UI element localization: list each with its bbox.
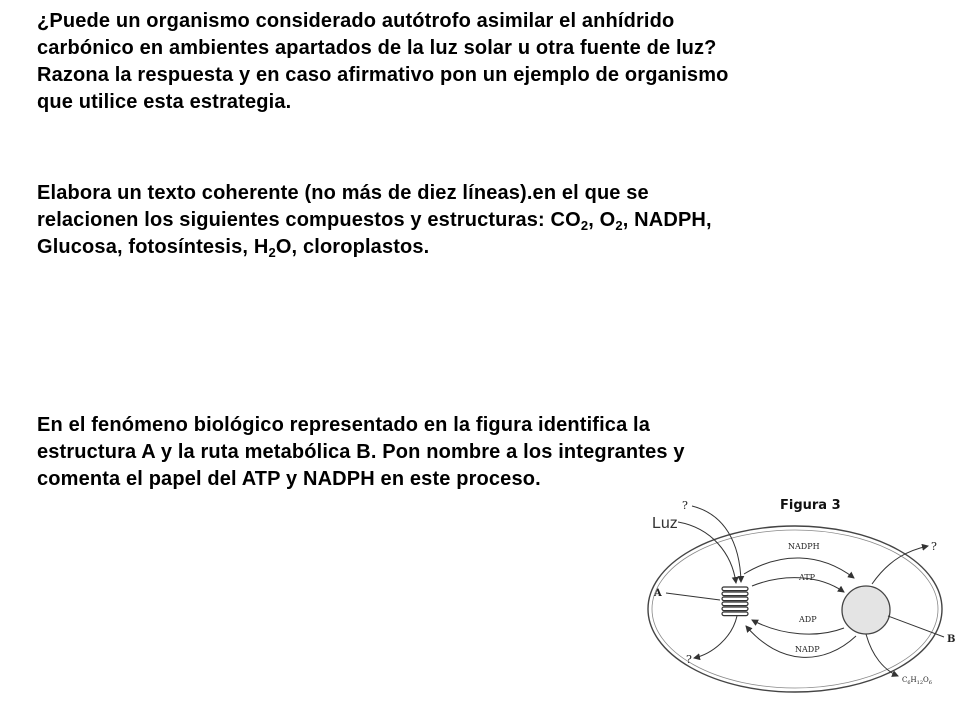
question-1-line: carbónico en ambientes apartados de la luz solar u otra fuente de luz? — [37, 37, 717, 59]
question-2-line: Glucosa, fotosíntesis, — [37, 236, 254, 258]
figure-3 — [640, 488, 960, 720]
nadp-label: NADP — [795, 645, 820, 654]
label-a-leader — [666, 593, 720, 600]
question-1-line: que utilice esta estrategia. — [37, 91, 292, 113]
question-1-line: Razona la respuesta y en caso afirmativo pon un ejemplo de organismo — [37, 64, 729, 86]
adp-arrow — [752, 620, 844, 634]
question-2-line: Elabora un texto coherente (no más de diez líneas).en el que se — [37, 182, 649, 204]
question-1 — [37, 8, 897, 116]
glucose-arrow — [866, 634, 898, 676]
question-mark-top-right: ? — [931, 540, 937, 553]
question-2: Elabora un texto coherente (no más de diez líneas).en el que se relacionen los siguientes compuestos y estructuras: $CO_2$, $O_2$, NADPH, Glucosa, fotosíntesis, $H_2O$, cloroplastos. — [37, 182, 712, 260]
light-label: Luz — [652, 515, 678, 532]
atp-arrow — [752, 578, 844, 592]
glucose-formula: $C_6H_{12}O_6$ — [902, 676, 932, 686]
chloroplast-diagram — [640, 488, 960, 720]
atp-label: ATP — [799, 573, 816, 582]
question-3-line: comenta el papel del ATP y NADPH en este proceso. — [37, 468, 541, 490]
label-b: B — [947, 634, 956, 645]
question-3-line: En el fenómeno biológico representado en la figura identifica la — [37, 414, 651, 436]
question-2-line: relacionen los siguientes compuestos y estructuras: — [37, 209, 551, 231]
label-a: A — [654, 588, 662, 599]
question-1-line: ¿Puede un organismo considerado autótrofo asimilar el anhídrido — [37, 10, 675, 32]
nadph-label: NADPH — [788, 542, 820, 551]
question-mark-bottom-left: ? — [686, 653, 692, 666]
formula-h2o: $H_2O$ — [253, 236, 292, 260]
chloroplast-inner-membrane — [652, 530, 938, 688]
thylakoid-stack — [722, 587, 748, 616]
adp-label: ADP — [799, 615, 817, 624]
label-b-leader — [888, 616, 944, 637]
formula-o2: $O_2$ — [599, 209, 623, 233]
question-mark-top-left: ? — [682, 499, 688, 512]
question-3 — [37, 412, 897, 493]
formula-co2: $CO_2$ — [550, 209, 589, 233]
figure-title: Figura 3 — [780, 498, 841, 513]
stroma-circle — [842, 586, 890, 634]
output-arrow-bottom-left — [694, 616, 737, 658]
question-3-line: estructura A y la ruta metabólica B. Pon nombre a los integrantes y — [37, 441, 685, 463]
